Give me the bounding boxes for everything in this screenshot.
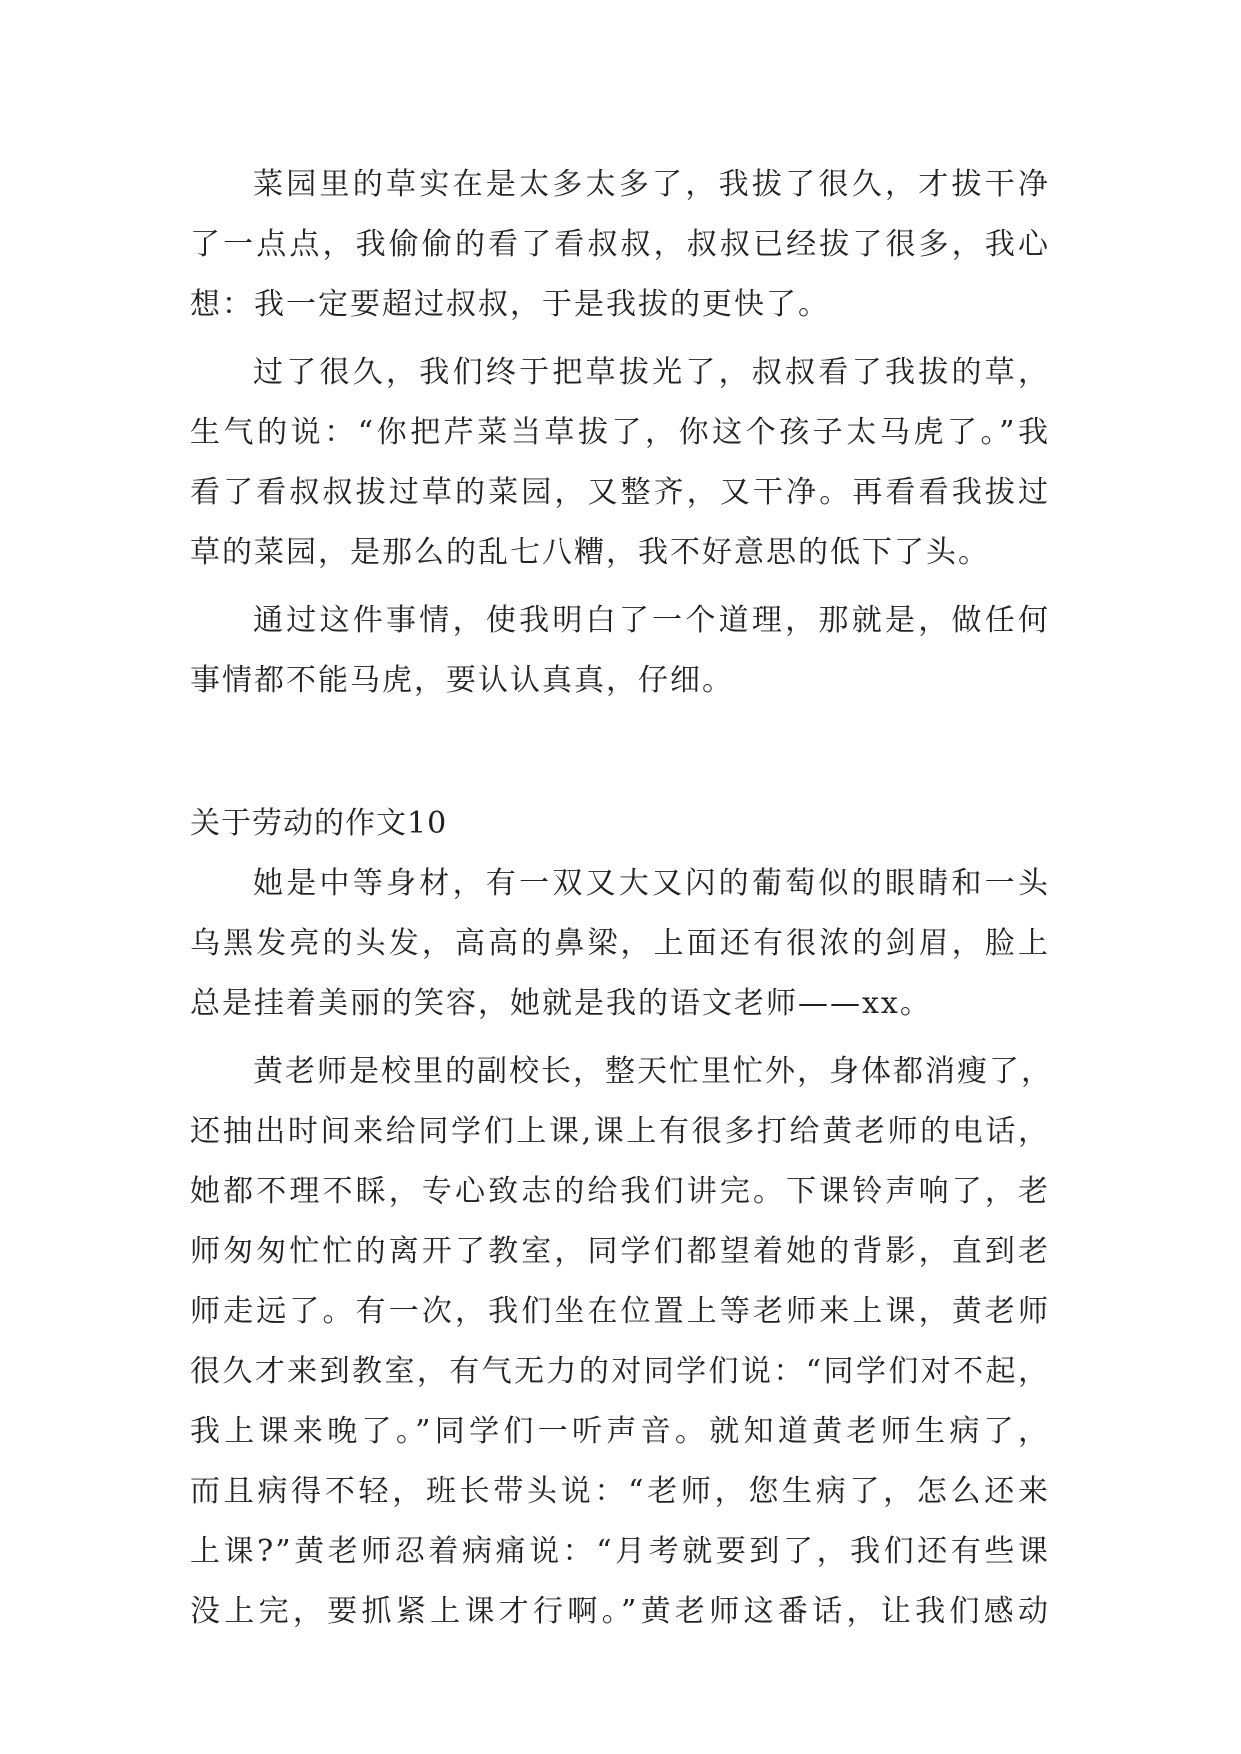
paragraph bbox=[190, 155, 1050, 335]
text-line: 师走远了。有一次，我们坐在位置上等老师来上课，黄老师 bbox=[190, 1294, 1050, 1329]
text-line: 通过这件事情，使我明白了一个道理，那就是，做任何 bbox=[253, 603, 1050, 638]
text-line: 黄老师是校里的副校长，整天忙里忙外，身体都消瘦了， bbox=[253, 1054, 1053, 1089]
paragraph bbox=[190, 854, 1050, 1034]
text-line: 师匆匆忙忙的离开了教室，同学们都望着她的背影，直到老 bbox=[190, 1234, 1050, 1269]
text-line: 她都不理不睬，专心致志的给我们讲完。下课铃声响了，老 bbox=[190, 1174, 1050, 1209]
text-line: 生气的说：“你把芹菜当草拔了，你这个孩子太马虎了。”我 bbox=[190, 415, 1050, 450]
paragraph bbox=[190, 591, 1050, 711]
text-line: 总是挂着美丽的笑容，她就是我的语文老师——xx。 bbox=[190, 986, 932, 1021]
text-line: 没上完，要抓紧上课才行啊。”黄老师这番话，让我们感动 bbox=[190, 1594, 1050, 1629]
text-line: 而且病得不轻，班长带头说：“老师，您生病了，怎么还来 bbox=[190, 1474, 1050, 1509]
text-line: 还抽出时间来给同学们上课,课上有很多打给黄老师的电话， bbox=[190, 1114, 1050, 1149]
text-line: 草的菜园，是那么的乱七八糟，我不好意思的低下了头。 bbox=[190, 535, 990, 570]
text-line: 菜园里的草实在是太多太多了，我拔了很久，才拔干净 bbox=[253, 167, 1050, 202]
text-line: 事情都不能马虎，要认认真真，仔细。 bbox=[190, 663, 734, 698]
text-line: 看了看叔叔拔过草的菜园，又整齐，又干净。再看看我拔过 bbox=[190, 475, 1050, 510]
text-line: 我上课来晚了。”同学们一听声音。就知道黄老师生病了， bbox=[190, 1414, 1050, 1449]
paragraph bbox=[190, 343, 1050, 583]
text-line: 上课?”黄老师忍着病痛说：“月考就要到了，我们还有些课 bbox=[190, 1534, 1050, 1569]
text-line: 过了很久，我们终于把草拔光了，叔叔看了我拔的草， bbox=[253, 355, 1050, 390]
text-line: 想：我一定要超过叔叔，于是我拔的更快了。 bbox=[190, 287, 830, 322]
document-page bbox=[190, 155, 1053, 1642]
text-line: 乌黑发亮的头发，高高的鼻梁，上面还有很浓的剑眉，脸上 bbox=[190, 926, 1050, 961]
section-heading: 关于劳动的作文10 bbox=[190, 806, 448, 841]
text-line: 她是中等身材，有一双又大又闪的葡萄似的眼睛和一头 bbox=[253, 866, 1050, 901]
text-line: 很久才来到教室，有气无力的对同学们说：“同学们对不起， bbox=[190, 1354, 1050, 1389]
section-gap bbox=[190, 711, 1050, 794]
text-line: 了一点点，我偷偷的看了看叔叔，叔叔已经拔了很多，我心 bbox=[190, 227, 1050, 262]
paragraph bbox=[190, 1042, 1053, 1642]
